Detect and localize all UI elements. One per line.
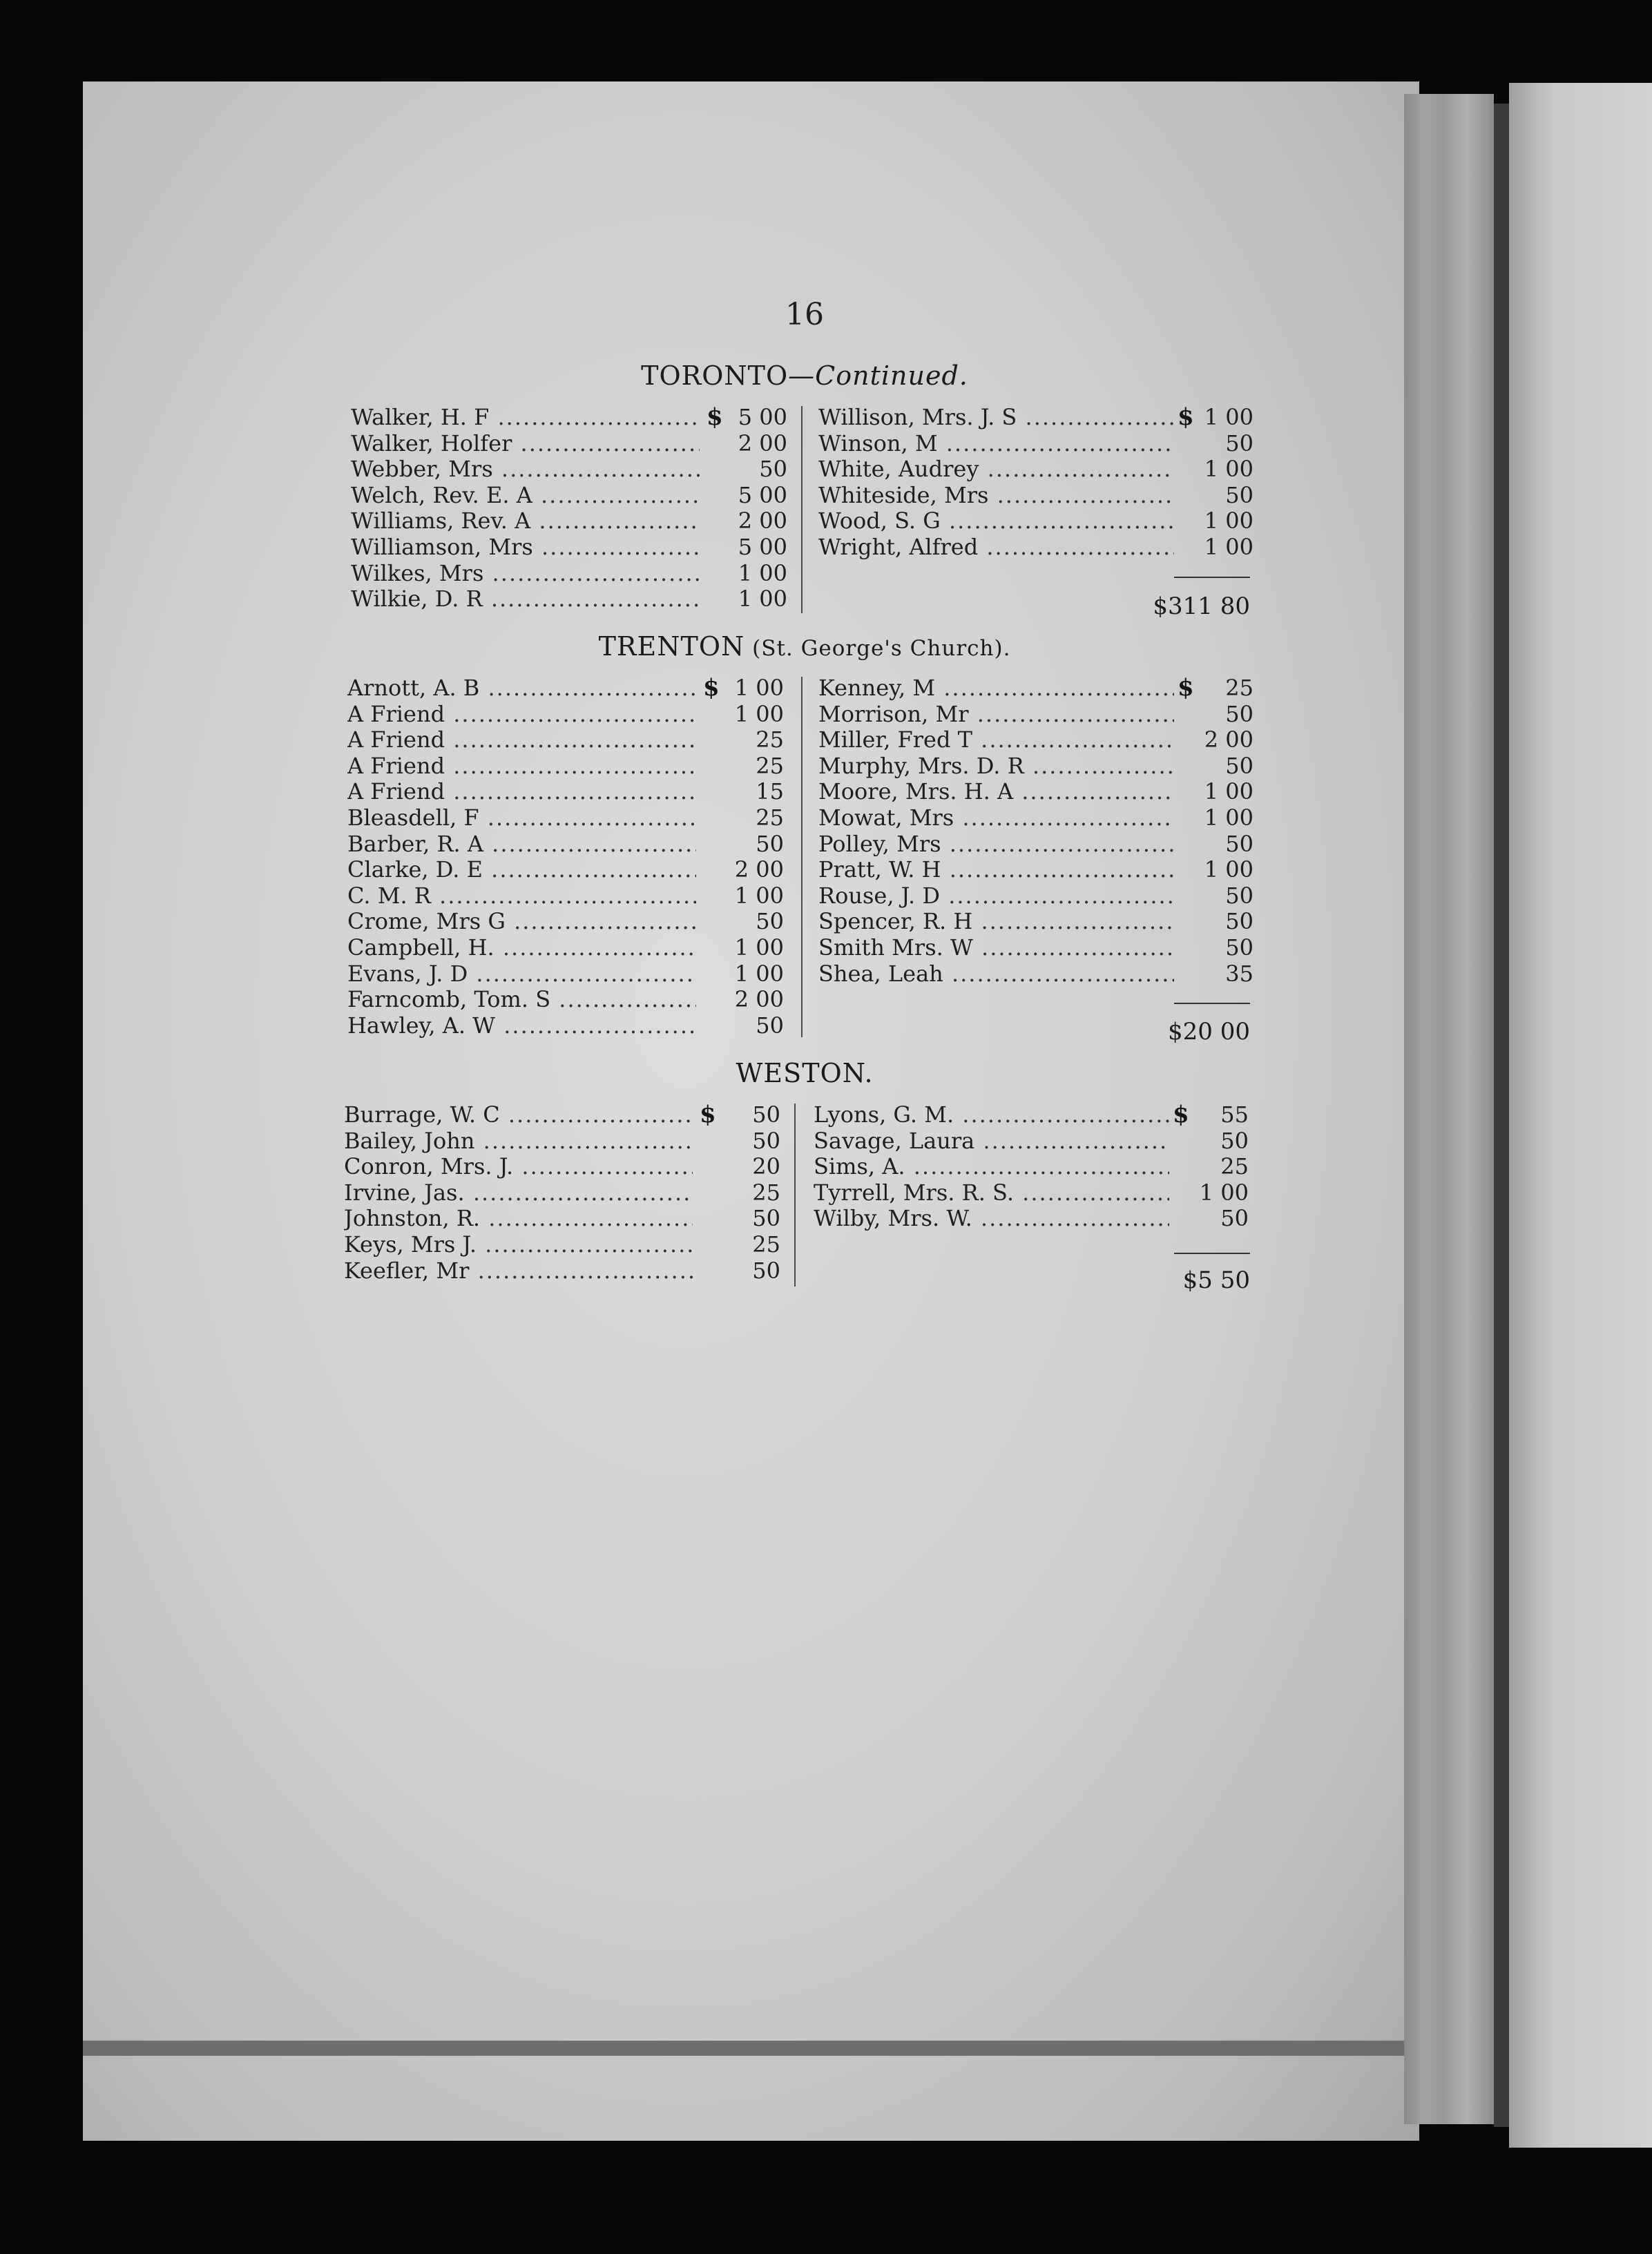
donation-amount: 25 [1225, 675, 1254, 701]
column-divider [801, 406, 803, 613]
total-rule [1174, 1253, 1250, 1254]
section-heading-trenton [345, 631, 1264, 662]
donor-name: Bleasdell, F ..... [347, 805, 696, 831]
donor-name: Wilby, Mrs. W. ..... [814, 1206, 1169, 1232]
donation-amount: 25 [756, 805, 784, 831]
donation-amount: 50 [1225, 430, 1254, 456]
donation-amount: 5 00 [738, 534, 787, 560]
donor-name: Shea, Leah ..... [818, 961, 1174, 988]
donor-name: Bailey, John ..... [344, 1128, 693, 1155]
donation-amount: 25 [1220, 1154, 1249, 1180]
donation-amount: 50 [1220, 1206, 1249, 1232]
donor-name: C. M. R ..... [347, 883, 696, 909]
donor-name: Clarke, D. E ..... [347, 857, 696, 883]
donation-amount: 1 00 [738, 560, 787, 586]
donor-name: Crome, Mrs G ..... [347, 909, 696, 935]
section-total: $20 00 [1168, 1018, 1250, 1046]
donor-name: Keefler, Mr ..... [344, 1258, 693, 1284]
page-number: 16 [785, 297, 824, 332]
column-divider [794, 1104, 796, 1287]
donor-name: A Friend ..... [347, 779, 696, 805]
donation-amount: 50 [756, 831, 784, 857]
donor-name: Moore, Mrs. H. A ..... [818, 779, 1174, 805]
donor-name: Williams, Rev. A ..... [351, 508, 700, 534]
donation-amount: 2 00 [738, 508, 787, 534]
dollar-sign: $ [1173, 1101, 1189, 1128]
donor-name: Evans, J. D ..... [347, 961, 696, 988]
donor-name: Wright, Alfred ..... [818, 534, 1174, 561]
donor-name: Johnston, R. ..... [344, 1206, 693, 1232]
donor-name: Morrison, Mr ..... [818, 702, 1174, 728]
donor-name: Savage, Laura ..... [814, 1128, 1169, 1155]
donation-amount: 1 00 [1204, 534, 1254, 560]
donor-name: Wilkes, Mrs ..... [351, 561, 700, 587]
dollar-sign: $ [1178, 674, 1194, 702]
total-rule [1174, 1003, 1250, 1004]
donation-amount: 25 [752, 1179, 780, 1206]
donor-name: Winson, M ..... [818, 431, 1174, 457]
donor-name: Barber, R. A ..... [347, 831, 696, 858]
donation-amount: 50 [752, 1258, 780, 1284]
donation-amount: 15 [756, 779, 784, 805]
donation-amount: 1 00 [738, 586, 787, 613]
donor-name: Rouse, J. D ..... [818, 883, 1174, 909]
donor-name: Sims, A. ..... [814, 1154, 1169, 1180]
donor-name: Kenney, M ..... [818, 675, 1174, 702]
donation-amount: 25 [752, 1231, 780, 1258]
donation-amount: 50 [1225, 909, 1254, 935]
donation-amount: 25 [756, 727, 784, 753]
section-title: WESTON. [736, 1058, 874, 1088]
donor-name: Keys, Mrs J. ..... [344, 1232, 693, 1258]
donation-amount: 55 [1220, 1102, 1249, 1128]
section-subtitle: (St. George's Church). [745, 636, 1011, 661]
donation-amount: 25 [756, 753, 784, 779]
donor-name: Irvine, Jas. ..... [344, 1180, 693, 1206]
donor-name: Burrage, W. C ..... [344, 1102, 693, 1128]
donor-name: Mowat, Mrs ..... [818, 805, 1174, 831]
donor-name: Walker, H. F ..... [351, 405, 700, 431]
donation-amount: 2 00 [1204, 727, 1254, 753]
donation-amount: 50 [752, 1206, 780, 1232]
donation-amount: 50 [1225, 482, 1254, 508]
section-total: $311 80 [1153, 593, 1250, 620]
section-title: TRENTON [598, 631, 745, 662]
donation-amount: 50 [1225, 883, 1254, 909]
donation-amount: 50 [756, 1012, 784, 1039]
donor-name: White, Audrey ..... [818, 456, 1174, 483]
donation-amount: 1 00 [1204, 405, 1254, 430]
donor-name: A Friend ..... [347, 727, 696, 753]
donation-amount: 1 00 [1204, 805, 1254, 831]
donation-amount: 2 00 [734, 987, 784, 1013]
donation-amount: 50 [1225, 831, 1254, 857]
donation-amount: 1 00 [734, 883, 784, 909]
donor-name: A Friend ..... [347, 702, 696, 728]
donation-amount: 50 [1225, 753, 1254, 779]
donation-amount: 1 00 [734, 961, 784, 987]
donor-name: Whiteside, Mrs ..... [818, 483, 1174, 509]
donor-name: Conron, Mrs. J. ..... [344, 1154, 693, 1180]
donor-name: Tyrrell, Mrs. R. S. ..... [814, 1180, 1169, 1206]
donation-amount: 1 00 [734, 675, 784, 701]
donation-amount: 50 [759, 456, 787, 483]
donation-amount: 2 00 [738, 430, 787, 456]
donor-name: Polley, Mrs ..... [818, 831, 1174, 858]
donor-name: Farncomb, Tom. S ..... [347, 987, 696, 1013]
donation-amount: 1 00 [1204, 456, 1254, 483]
donor-name: Pratt, W. H ..... [818, 857, 1174, 883]
donor-name: Walker, Holfer ..... [351, 431, 700, 457]
column-divider [801, 677, 803, 1037]
donation-amount: 50 [1220, 1128, 1249, 1154]
donor-name: Wood, S. G ..... [818, 508, 1174, 534]
donor-name: Lyons, G. M. ..... [814, 1102, 1169, 1128]
section-heading-toronto [345, 360, 1264, 391]
donation-amount: 5 00 [738, 405, 787, 430]
section-heading-weston [345, 1058, 1264, 1088]
total-rule [1174, 577, 1250, 578]
donation-amount: 50 [1225, 934, 1254, 961]
donor-name: Williamson, Mrs ..... [351, 534, 700, 561]
section-title: TORONTO [641, 360, 789, 391]
donation-amount: 50 [752, 1128, 780, 1154]
book-spine [1494, 104, 1509, 2127]
donor-name: A Friend ..... [347, 753, 696, 780]
page-bottom-edge [83, 2041, 1419, 2056]
facing-page [1509, 83, 1652, 2148]
donation-amount: 1 00 [734, 934, 784, 961]
page-gutter [1404, 94, 1494, 2124]
donation-amount: 50 [756, 909, 784, 935]
donor-name: Murphy, Mrs. D. R ..... [818, 753, 1174, 780]
donor-name: Campbell, H. ..... [347, 935, 696, 961]
donation-amount: 20 [752, 1154, 780, 1180]
donation-amount: 50 [1225, 701, 1254, 727]
donor-name: Arnott, A. B ..... [347, 675, 696, 702]
section-subtitle: —Continued. [788, 360, 968, 391]
donation-amount: 1 00 [1204, 508, 1254, 534]
donation-amount: 2 00 [734, 857, 784, 883]
section-total: $5 50 [1182, 1266, 1250, 1294]
donation-amount: 1 00 [734, 701, 784, 727]
dollar-sign: $ [700, 1101, 716, 1128]
dollar-sign: $ [1178, 403, 1194, 431]
donation-amount: 1 00 [1204, 857, 1254, 883]
donation-amount: 35 [1225, 961, 1254, 987]
donor-name: Wilkie, D. R ..... [351, 586, 700, 613]
donor-name: Welch, Rev. E. A ..... [351, 483, 700, 509]
donation-amount: 5 00 [738, 482, 787, 508]
donor-name: Smith Mrs. W ..... [818, 935, 1174, 961]
donor-name: Webber, Mrs ..... [351, 456, 700, 483]
donor-name: Willison, Mrs. J. S ..... [818, 405, 1174, 431]
dollar-sign: $ [703, 674, 720, 702]
donation-amount: 1 00 [1204, 779, 1254, 805]
donor-name: Hawley, A. W ..... [347, 1013, 696, 1039]
donation-amount: 50 [752, 1102, 780, 1128]
dollar-sign: $ [707, 403, 723, 431]
donor-name: Spencer, R. H ..... [818, 909, 1174, 935]
donor-name: Miller, Fred T ..... [818, 727, 1174, 753]
donation-amount: 1 00 [1199, 1179, 1249, 1206]
